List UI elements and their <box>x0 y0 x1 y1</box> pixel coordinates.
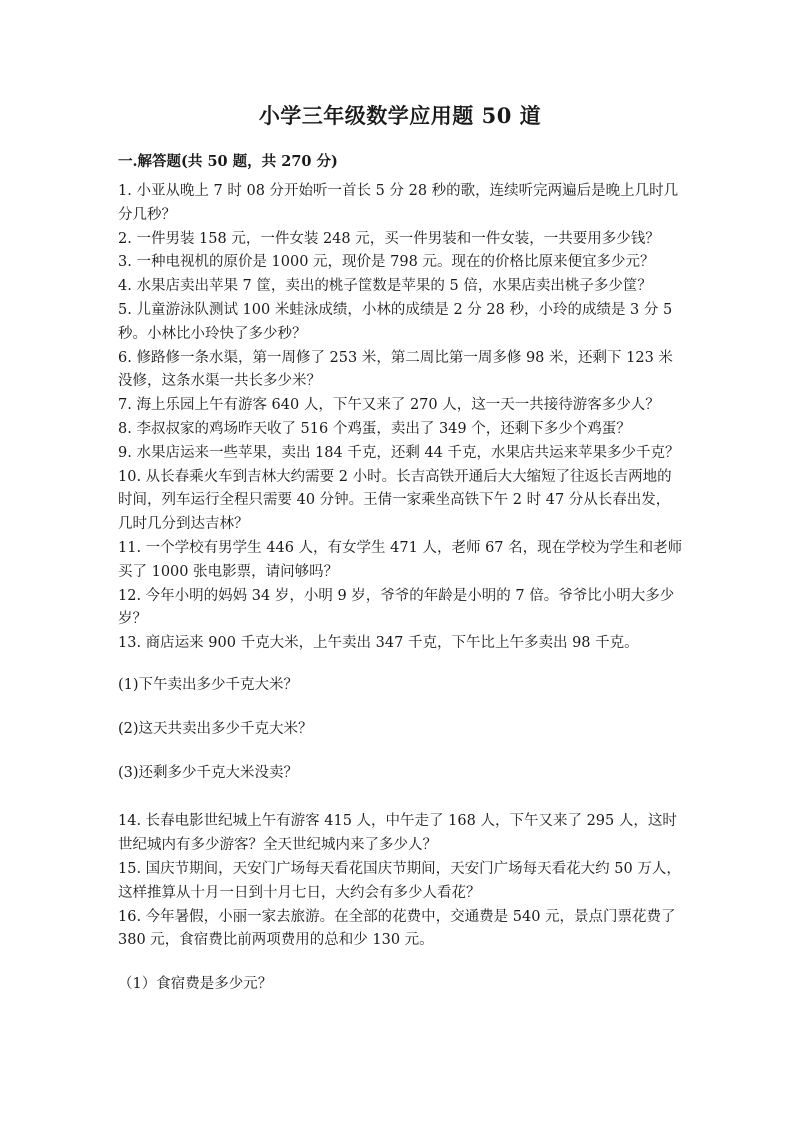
question-item: 4. 水果店卖出苹果 7 筐，卖出的桃子筐数是苹果的 5 倍，水果店卖出桃子多少筐？ <box>118 278 652 295</box>
question-item: 16. 今年暑假，小丽一家去旅游。在全部的花费中，交通费是 540 元，景点门票花费了 380 元，食宿费比前两项费用的总和少 130 元。 <box>118 908 676 949</box>
question-item: 2. 一件男装 158 元，一件女装 248 元，买一件男装和一件女装，一共要用多少钱？ <box>118 230 660 247</box>
spacer <box>118 785 684 810</box>
question-item: 1. 小亚从晚上 7 时 08 分开始听一首长 5 分 28 秒的歌，连续听完两遍后是晚上几时几分几秒？ <box>118 183 679 223</box>
sub-question: (1)下午卖出多少千克大米？ <box>118 676 299 693</box>
spacer <box>118 953 684 973</box>
question-item: 12. 今年小明的妈妈 34 岁，小明 9 岁，爷爷的年龄是小明的 7 倍。爷爷比小明大多少岁？ <box>118 587 675 628</box>
question-item: 8. 李叔叔家的鸡场昨天收了 516 个鸡蛋，卖出了 349 个，还剩下多少个鸡蛋？ <box>118 420 631 437</box>
sub-question: （1）食宿费是多少元？ <box>118 976 273 993</box>
page-title: 小学三年级数学应用题 50 道 <box>258 103 542 128</box>
sub-question: (3)还剩多少千克大米没卖？ <box>118 764 299 781</box>
question-list <box>118 180 684 997</box>
sub-question: (2)这天共卖出多少千克大米？ <box>118 720 313 737</box>
spacer <box>118 656 684 674</box>
question-item: 7. 海上乐园上午有游客 640 人，下午又来了 270 人，这一天一共接待游客多少人？ <box>118 397 660 414</box>
question-item: 9. 水果店运来一些苹果，卖出 184 千克，还剩 44 千克，水果店共运来苹果多少千克？ <box>118 444 680 461</box>
question-item: 14. 长春电影世纪城上午有游客 415 人，中午走了 168 人，下午又来了 295 人，这时世纪城内有多少游客？全天世纪城内来了多少人？ <box>118 813 677 854</box>
question-item: 3. 一种电视机的原价是 1000 元，现价是 798 元。现在的价格比原来便宜多少元？ <box>118 254 655 271</box>
question-item: 10. 从长春乘火车到吉林大约需要 2 小时。长吉高铁开通后大大缩短了往返长吉两地的时间，列车运行全程只需要 40 分钟。王倩一家乘坐高铁下午 2 时 47 分从长春出发，几时几分到达吉林？ <box>118 468 672 533</box>
question-item: 6. 修路修一条水渠，第一周修了 253 米，第二周比第一周多修 98 米，还剩下 123 米没修，这条水渠一共长多少米？ <box>118 349 673 390</box>
question-item: 15. 国庆节期间，天安门广场每天看花国庆节期间，天安门广场每天看花大约 50 万人，这样推算从十月一日到十月七日，大约会有多少人看花？ <box>118 860 681 901</box>
section-heading: 一.解答题(共 50 题，共 270 分) <box>118 153 338 170</box>
spacer <box>118 698 684 718</box>
question-item: 13. 商店运来 900 千克大米，上午卖出 347 千克，下午比上午多卖出 98 千克。 <box>118 635 639 652</box>
question-item: 11. 一个学校有男学生 446 人，有女学生 471 人，老师 67 名，现在学校为学生和老师买了 1000 张电影票，请问够吗？ <box>118 539 683 580</box>
spacer <box>118 742 684 762</box>
question-item: 5. 儿童游泳队测试 100 米蛙泳成绩，小林的成绩是 2 分 28 秒，小玲的成绩是 3 分 5 秒。小林比小玲快了多少秒？ <box>118 301 673 342</box>
